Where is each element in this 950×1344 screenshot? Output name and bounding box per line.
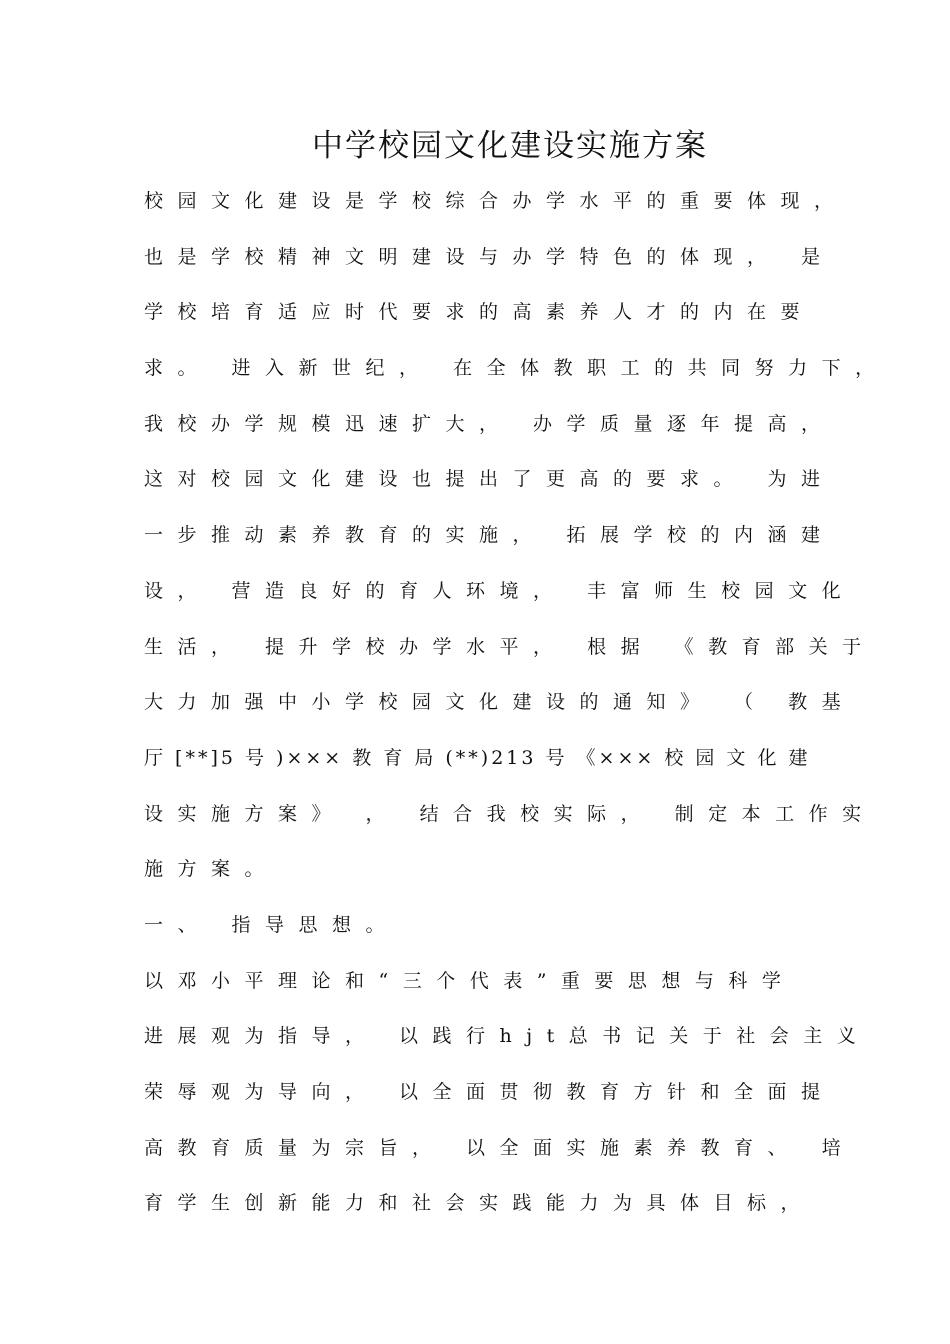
- text-line: 学校培育适应时代要求的高素养人才的内在要: [144, 301, 815, 324]
- text-line: 生活， 提升学校办学水平， 根据 《教育部关于: [144, 635, 876, 658]
- text-line: 大力加强中小学校园文化建设的通知》 （ 教基: [144, 691, 856, 714]
- text-line: 进展观为指导， 以践行hjt总书记关于社会主义: [144, 1025, 871, 1048]
- text-line: 求。 进入新世纪， 在全体教职工的共同努力下，: [144, 357, 889, 380]
- text-line: 这对校园文化建设也提出了更高的要求。 为进: [144, 468, 835, 491]
- text-line: 高教育质量为宗旨， 以全面实施素养教育、 培: [144, 1136, 856, 1159]
- section-heading: 一、 指导思想。: [144, 913, 400, 936]
- text-line: 我校办学规模迅速扩大， 办学质量逐年提高，: [144, 412, 835, 435]
- text-line: 一步推动素养教育的实施， 拓展学校的内涵建: [144, 524, 835, 547]
- text-line: 厅 [**]5 号 )××× 教 育 局 (**)213 号 《××× 校 园 文 化 建: [144, 746, 811, 769]
- document-title: 中学校园文化建设实施方案: [312, 128, 708, 164]
- text-line: 以邓小平理论和“三个代表”重要思想与科学: [144, 969, 796, 992]
- document-body: [144, 179, 889, 1237]
- text-line: 设实施方案》 ， 结合我校实际， 制定本工作实: [144, 802, 876, 825]
- text-line: 设， 营造良好的育人环境， 丰富师生校园文化: [144, 579, 856, 602]
- text-line: 施方案。: [144, 858, 279, 881]
- text-line: 荣辱观为导向， 以全面贯彻教育方针和全面提: [144, 1081, 835, 1103]
- text-line: 育学生创新能力和社会实践能力为具体目标，: [144, 1192, 815, 1215]
- text-line: 也是学校精神文明建设与办学特色的体现， 是: [144, 245, 835, 268]
- text-line: 校园文化建设是学校综合办学水平的重要体现，: [144, 190, 848, 212]
